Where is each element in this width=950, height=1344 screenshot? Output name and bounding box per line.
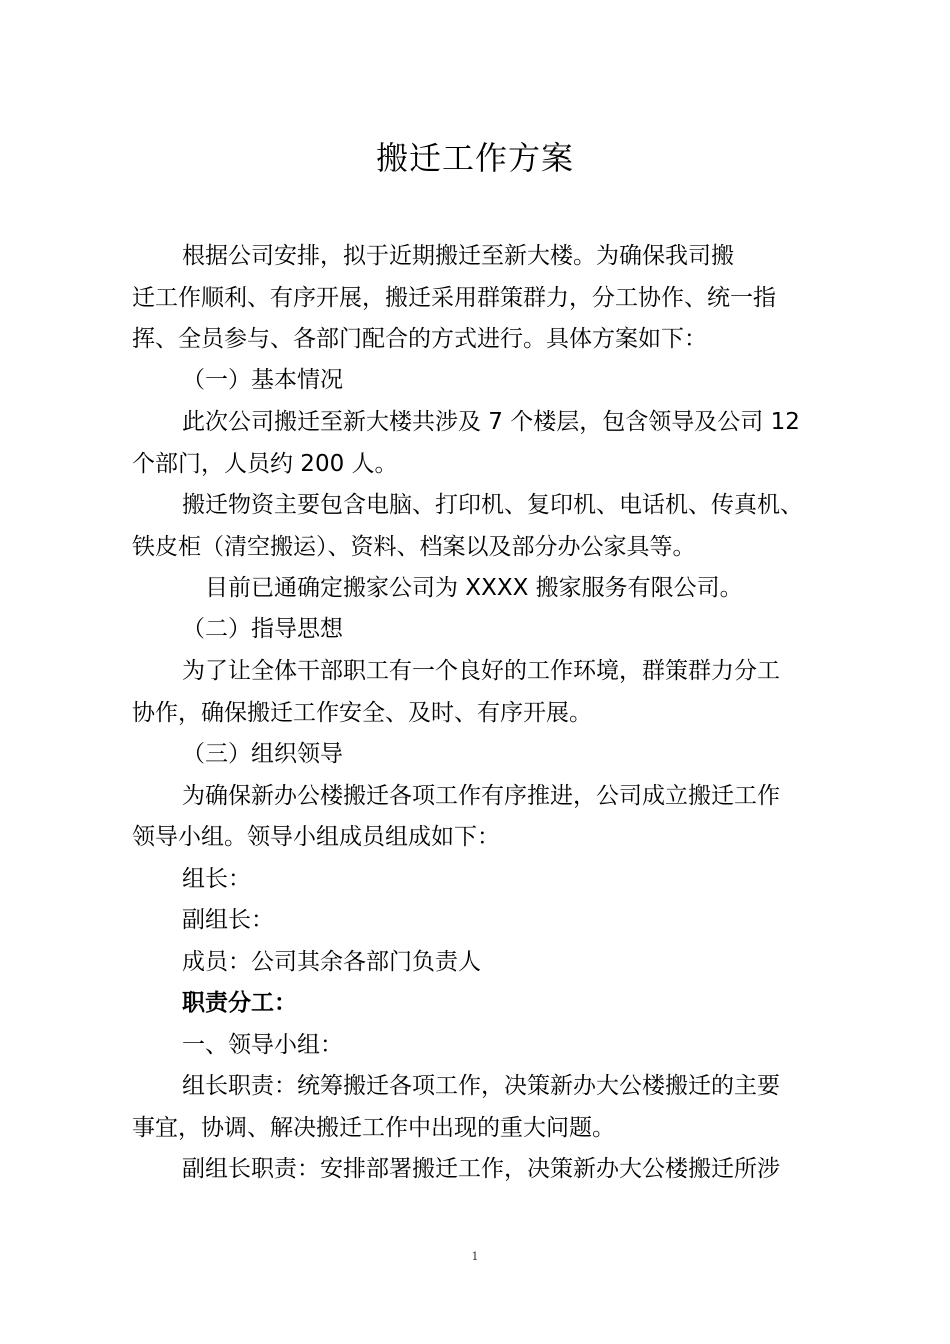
section-heading: （一）基本情况: [182, 367, 343, 393]
paragraph-line: 领导小组。领导小组成员组成如下：: [132, 824, 500, 850]
paragraph-line: 根据公司安排，拟于近期搬迁至新大楼。为确保我司搬: [182, 243, 734, 269]
paragraph-line: 迁工作顺利、有序开展，搬迁采用群策群力，分工协作、统一指: [132, 285, 776, 311]
paragraph-line: 挥、全员参与、各部门配合的方式进行。具体方案如下：: [132, 326, 707, 352]
section-heading: （二）指导思想: [182, 616, 343, 642]
paragraph-line: 副组长职责：安排部署搬迁工作，决策新办大公楼搬迁所涉: [182, 1156, 780, 1182]
paragraph-line: 此次公司搬迁至新大楼共涉及 7 个楼层，包含领导及公司 12: [182, 409, 800, 435]
paragraph-line: 为确保新办公楼搬迁各项工作有序推进，公司成立搬迁工作: [182, 783, 780, 809]
paragraph-line: 个部门，人员约 200 人。: [132, 451, 398, 477]
paragraph-line: 组长职责：统筹搬迁各项工作，决策新办大公楼搬迁的主要: [182, 1073, 780, 1099]
paragraph-line: 搬迁物资主要包含电脑、打印机、复印机、电话机、传真机、: [182, 492, 803, 518]
page-number: 1: [471, 1250, 479, 1263]
paragraph-line: 为了让全体干部职工有一个良好的工作环境，群策群力分工: [182, 658, 780, 684]
paragraph-line: 事宜，协调、解决搬迁工作中出现的重大问题。: [132, 1115, 615, 1141]
paragraph-line: 目前已通确定搬家公司为 XXXX 搬家服务有限公司。: [205, 575, 743, 601]
section-heading: 一、领导小组：: [182, 1032, 343, 1058]
paragraph-line: 成员：公司其余各部门负责人: [182, 949, 481, 975]
document-title: 搬迁工作方案: [375, 139, 574, 177]
paragraph-line: 协作，确保搬迁工作安全、及时、有序开展。: [132, 700, 592, 726]
section-heading: （三）组织领导: [182, 741, 343, 767]
paragraph-line: 铁皮柜（清空搬运）、资料、档案以及部分办公家具等。: [132, 534, 696, 560]
section-heading-bold: 职责分工：: [182, 990, 297, 1016]
paragraph-line: 副组长：: [182, 907, 274, 933]
paragraph-line: 组长：: [182, 866, 251, 892]
